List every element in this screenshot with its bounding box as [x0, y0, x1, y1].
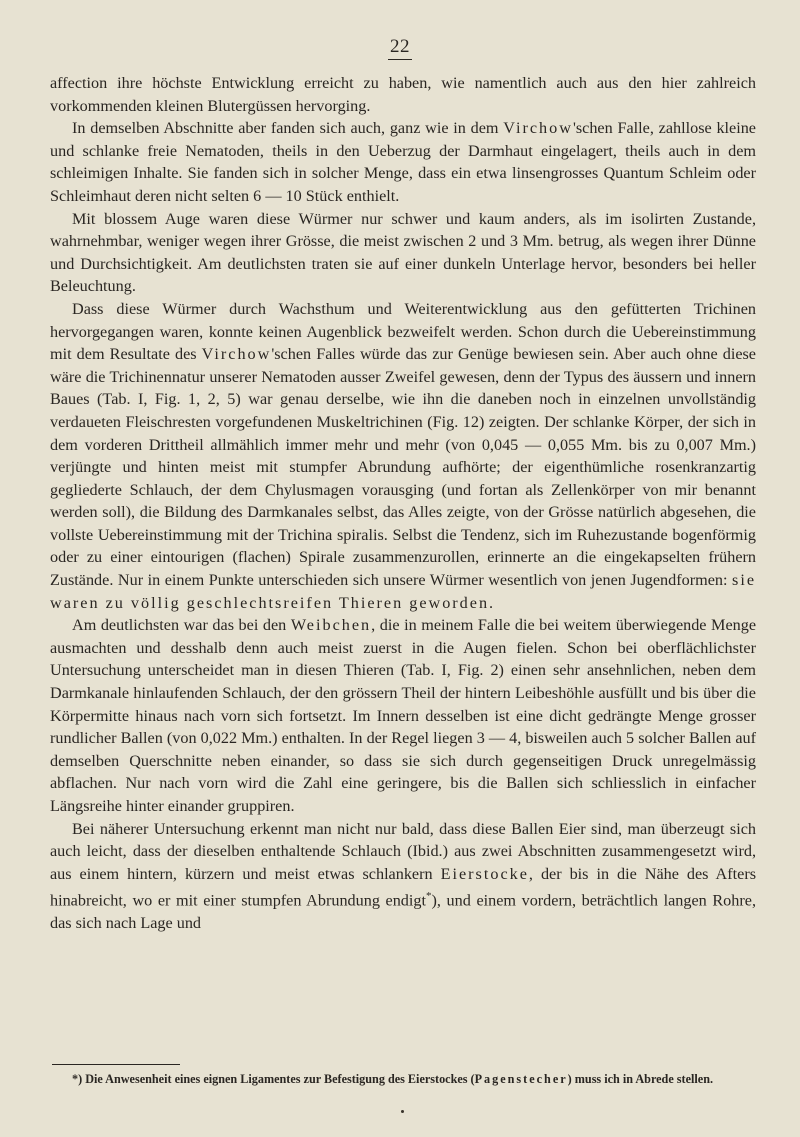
author-name-virchow: Virchow	[503, 119, 573, 138]
paragraph-2	[50, 117, 756, 207]
paragraph-6	[50, 818, 756, 935]
emphasis-sie-waren: sie waren zu völlig geschlechtsreifen Thieren geworden.	[50, 571, 756, 612]
paragraph-5	[50, 614, 756, 817]
page-number: 22	[0, 36, 800, 60]
author-name-virchow-2: Virchow	[201, 345, 272, 364]
paragraph-5-text-a: Am deutlichsten war das bei den	[72, 616, 287, 635]
paragraph-6-text-c: ), und einem vordern, beträchtlich langen Rohre, das sich nach Lage und	[50, 891, 756, 933]
paragraph-3: Mit blossem Auge waren diese Würmer nur schwer und kaum anders, als im isolirten Zustande, wahrnehmbar, weniger wegen ihrer Grösse, die meist zwischen 2 und 3 Mm. betrug, als wegen ihrer Dünne und Durchsichtigkeit. Am deutlichsten traten sie auf einer dunkeln Unterlage hervor, besonders bei heller Beleuchtung.	[50, 209, 756, 296]
paragraph-2-text-b: 'schen Falle, zahllose kleine und schlanke freie Nematoden, theils in den Ueberzug der Darmhaut eingelagert, theils auch in dem schleimigen Inhalte. Sie fanden sich in solcher Menge, dass ein etwa linsengrosses Quantum Schleim oder Schleimhaut deren nicht selten 6 — 10 Stück enthielt.	[50, 119, 756, 205]
paragraph-4	[50, 298, 756, 614]
footnote-reference: *	[426, 890, 432, 903]
ink-speck	[401, 1110, 404, 1113]
author-name-pagenstecher: Pagenstecher	[474, 1072, 568, 1086]
body-text	[50, 72, 756, 935]
paragraph-4-text-a: Dass diese Würmer durch Wachsthum und Weiterentwicklung aus den gefütterten Trichinen hervorgegangen waren, konnte keinen Augenblick bezweifelt werden. Schon durch die Uebereinstimmung mit dem Resultate des	[50, 299, 756, 364]
footnote-separator	[52, 1064, 180, 1065]
footnote-paragraph	[50, 1071, 756, 1088]
footnote-marker: *)	[72, 1072, 83, 1086]
footnote	[50, 1071, 756, 1088]
footnote-text-a: Die Anwesenheit eines eignen Ligamentes zur Befestigung des Eierstockes (	[82, 1072, 475, 1086]
paragraph-5-text-b: , die in meinem Falle die bei weitem überwiegende Menge ausmachten und desshalb denn auch meist zuerst in die Augen fielen. Schon bei oberflächlichster Untersuchung unterscheidet man in diesen Thieren (Tab. I, Fig. 2) einen sehr ansehnlichen, neben dem Darmkanale hinlaufenden Schlauch, der den grössern Theil der hintern Leibeshöhle ausfüllt und bis über die Körpermitte hinaus nach vorn sich fortsetzt. Im Innern desselben ist eine dicht gedrängte Menge grosser rundlicher Ballen (von 0,022 Mm.) enthalten. In der Regel liegen 3 — 4, bisweilen auch 5 solcher Ballen auf demselben Querschnitte neben einander, so dass sie sich durch gegenseitigen Druck unregelmässig abflachen. Nur nach vorn wird die Zahl eine geringere, bis die Ballen sich schliesslich in einfacher Längsreihe hinter einander gruppiren.	[50, 616, 757, 815]
emphasis-eierstocke: Eierstocke	[440, 864, 529, 883]
paragraph-6-text-a: Bei näherer Untersuchung erkennt man nicht nur bald, dass diese Ballen Eier sind, man überzeugt sich auch leicht, dass der dieselben enthaltende Schlauch (Ibid.) aus zwei Abschnitten zusammengesetzt wird, aus einem hintern, kürzern und meist etwas schlankern	[50, 819, 756, 883]
paragraph-4-text-b: 'schen Falles würde das zur Genüge bewiesen sein. Aber auch ohne diese wäre die Trichinennatur unserer Nematoden ausser Zweifel gewesen, denn der Typus des äussern und innern Baues (Tab. I, Fig. 1, 2, 5) war genau derselbe, wie ihn die daneben noch in einzelnen unvollständig verdaueten Fleischresten vorgefundenen Muskeltrichinen (Fig. 12) zeigten. Der schlanke Körper, der sich in dem vorderen Drittheil allmählich immer mehr und mehr (von 0,045 — 0,055 Mm. bis zu 0,007 Mm.) verjüngte und hinten meist mit stumpfer Abrundung aufhörte; der eigenthümliche rosenkranzartig gegliederte Schlauch, der dem Chylusmagen vorausging (und fortan als Zellenkörper von mir benannt werden soll), die Bildung des Darmkanales selbst, das Alles zeigte, von der Grösse natürlich abgesehen, die vollste Uebereinstimmung mit der Trichina spiralis. Selbst die Tendenz, sich im Ruhezustande bogenförmig oder zu einer eintourigen (flachen) Spirale zusammenzurollen, erinnerte an die eingekapselten frühern Zustände. Nur in einem Punkte unterschieden sich unsere Würmer wesentlich von jenen Jugendformen:	[50, 345, 756, 590]
footnote-text-b: ) muss ich in Abrede stellen.	[567, 1072, 714, 1086]
paragraph-6-text-b: , der bis in die Nähe des Afters hinabreicht, wo er mit einer stumpfen Abrundung endigt	[50, 864, 757, 910]
paragraph-2-text-a: In demselben Abschnitte aber fanden sich auch, ganz wie in dem	[72, 119, 504, 138]
emphasis-weibchen: Weibchen	[290, 616, 372, 635]
paragraph-1: affection ihre höchste Entwicklung erreicht zu haben, wie namentlich auch aus den hier zahlreich vorkommenden kleinen Blutergüssen hervorging.	[50, 74, 756, 115]
